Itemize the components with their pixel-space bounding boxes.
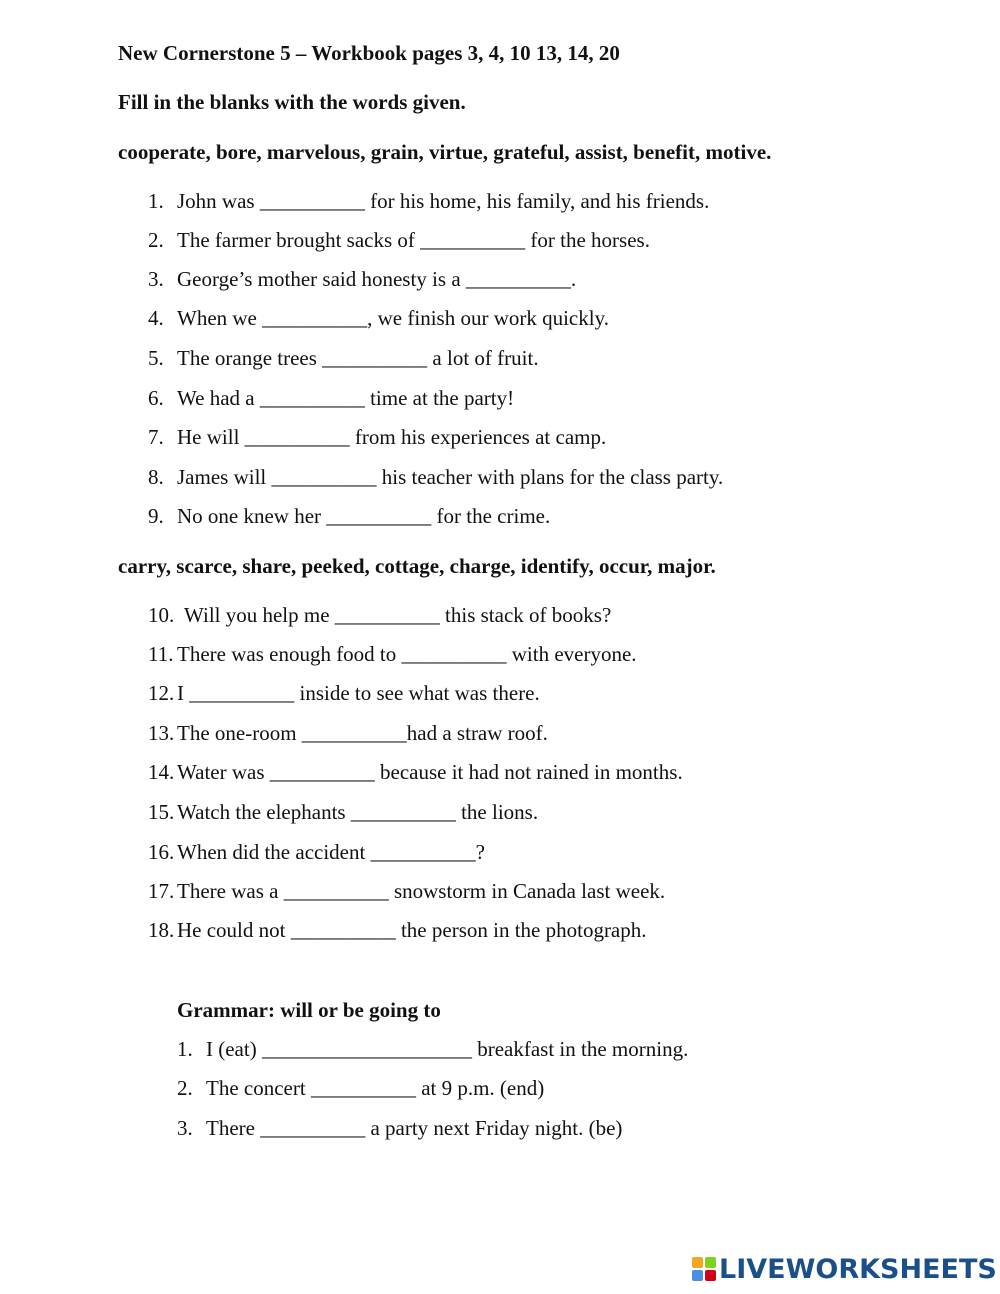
item-number: 5. bbox=[148, 346, 164, 370]
item-number: 12. bbox=[148, 681, 175, 705]
item-text: There was enough food to __________ with everyone. bbox=[177, 642, 637, 666]
item-text: We had a __________ time at the party! bbox=[177, 386, 515, 410]
instruction-text: Fill in the blanks with the words given. bbox=[118, 90, 466, 114]
item-number: 15. bbox=[148, 800, 175, 824]
grammar-heading: Grammar: will or be going to bbox=[177, 998, 441, 1022]
word-bank-2: carry, scarce, share, peeked, cottage, charge, identify, occur, major. bbox=[118, 554, 716, 578]
item-text: There __________ a party next Friday night. (be) bbox=[206, 1116, 623, 1140]
item-number: 7. bbox=[148, 425, 164, 449]
item-number: 18. bbox=[148, 918, 175, 942]
item-text: George’s mother said honesty is a __________. bbox=[177, 267, 577, 291]
logo-blocks-icon bbox=[692, 1257, 716, 1281]
item-number: 14. bbox=[148, 760, 175, 784]
item-text: James will __________ his teacher with plans for the class party. bbox=[177, 465, 724, 489]
item-number: 10. bbox=[148, 603, 175, 627]
item-text: He will __________ from his experiences at camp. bbox=[177, 425, 607, 449]
item-text: Water was __________ because it had not rained in months. bbox=[177, 760, 683, 784]
item-number: 3. bbox=[148, 267, 164, 291]
item-number: 2. bbox=[148, 228, 164, 252]
item-number: 16. bbox=[148, 840, 175, 864]
item-number: 2. bbox=[177, 1076, 193, 1100]
item-text: When we __________, we finish our work quickly. bbox=[177, 306, 609, 330]
item-text: The farmer brought sacks of __________ for the horses. bbox=[177, 228, 650, 252]
item-text: I (eat) ____________________ breakfast in the morning. bbox=[206, 1037, 689, 1061]
item-text: When did the accident __________? bbox=[177, 840, 485, 864]
item-number: 4. bbox=[148, 306, 164, 330]
item-text: John was __________ for his home, his family, and his friends. bbox=[177, 189, 710, 213]
item-text: Watch the elephants __________ the lions. bbox=[177, 800, 539, 824]
item-number: 9. bbox=[148, 504, 164, 528]
liveworksheets-logo bbox=[692, 1254, 997, 1284]
item-number: 1. bbox=[177, 1037, 193, 1061]
item-number: 13. bbox=[148, 721, 175, 745]
item-text: There was a __________ snowstorm in Canada last week. bbox=[177, 879, 666, 903]
item-text: I __________ inside to see what was there. bbox=[177, 681, 540, 705]
item-number: 6. bbox=[148, 386, 164, 410]
item-text: The concert __________ at 9 p.m. (end) bbox=[206, 1076, 545, 1100]
item-number: 8. bbox=[148, 465, 164, 489]
item-text: No one knew her __________ for the crime. bbox=[177, 504, 551, 528]
item-number: 1. bbox=[148, 189, 164, 213]
item-text: Will you help me __________ this stack of books? bbox=[184, 603, 612, 627]
item-number: 3. bbox=[177, 1116, 193, 1140]
worksheet-title: New Cornerstone 5 – Workbook pages 3, 4, 10 13, 14, 20 bbox=[118, 41, 620, 65]
item-text: He could not __________ the person in the photograph. bbox=[177, 918, 647, 942]
word-bank-1: cooperate, bore, marvelous, grain, virtue, grateful, assist, benefit, motive. bbox=[118, 140, 772, 164]
item-number: 17. bbox=[148, 879, 175, 903]
item-text: The orange trees __________ a lot of fruit. bbox=[177, 346, 539, 370]
logo-text: LIVEWORKSHEETS bbox=[719, 1253, 997, 1285]
item-number: 11. bbox=[148, 642, 174, 666]
item-text: The one-room __________had a straw roof. bbox=[177, 721, 548, 745]
